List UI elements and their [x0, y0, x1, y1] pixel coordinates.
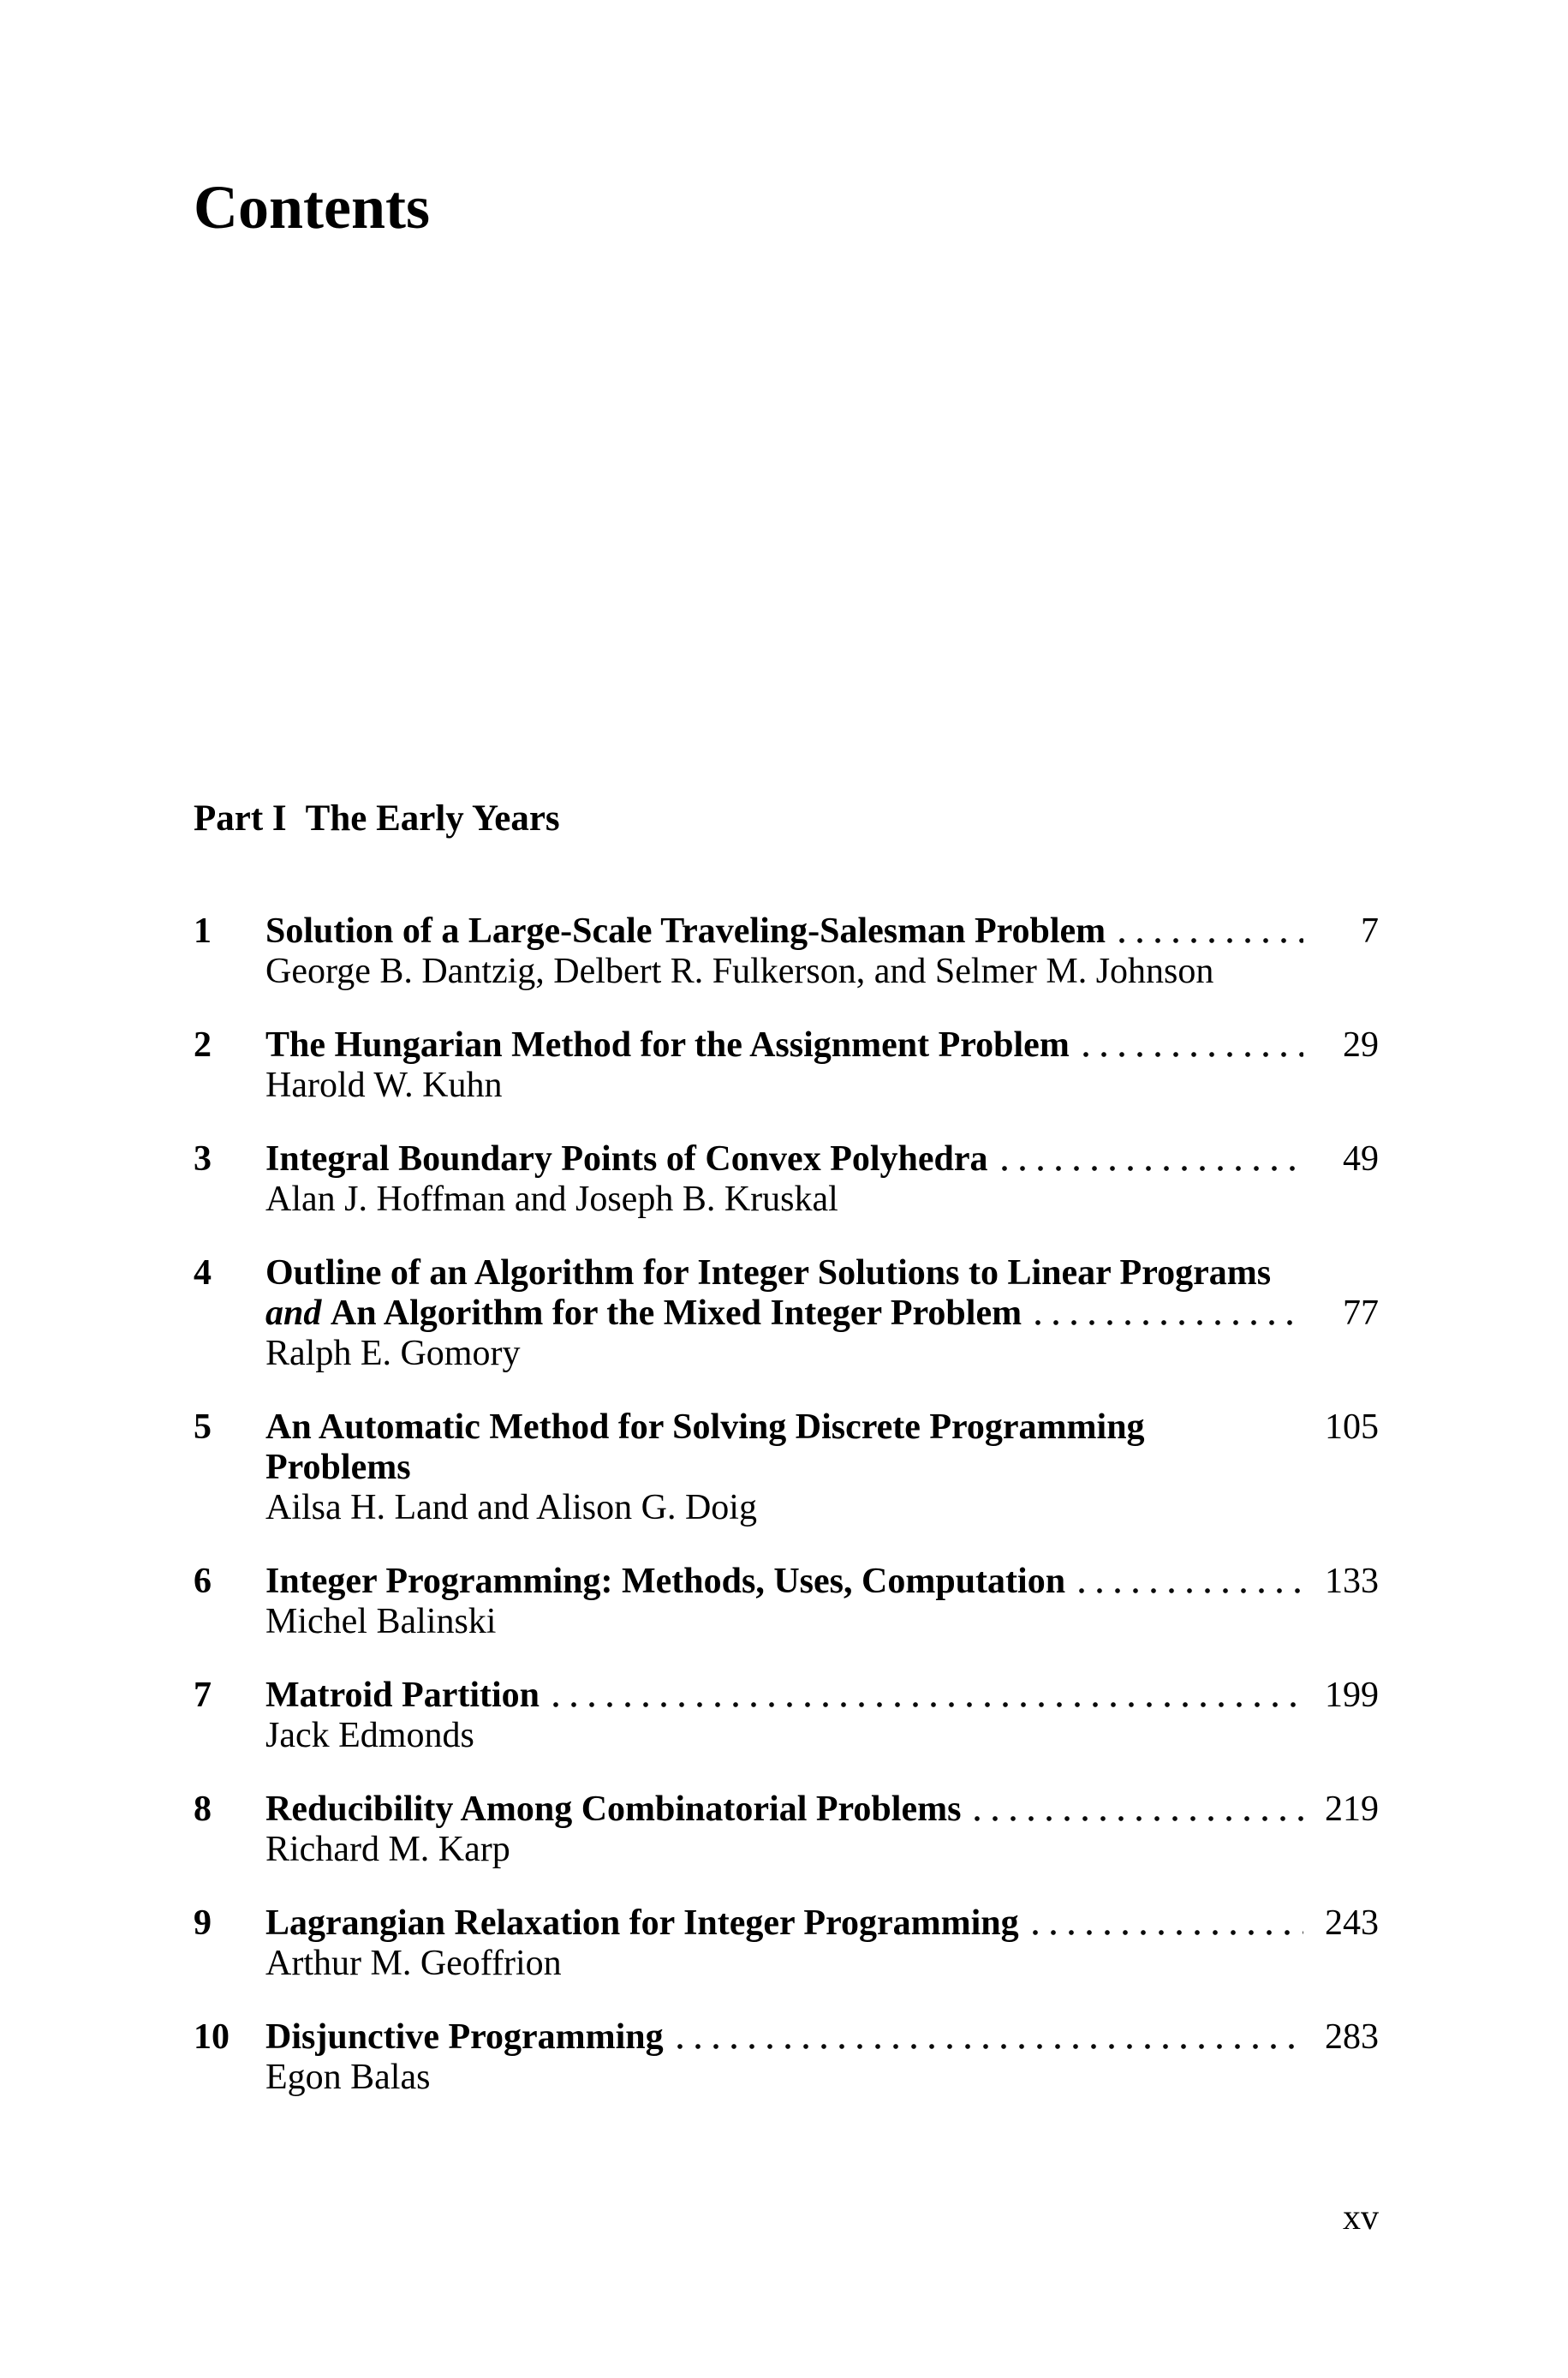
dot-leader	[997, 1139, 1303, 1180]
entry-number: 10	[194, 2017, 230, 2057]
part-title: The Early Years	[305, 798, 560, 839]
dot-leader	[969, 1789, 1303, 1830]
toc-entry	[194, 2017, 1379, 2098]
entry-title-line	[265, 911, 1379, 952]
entry-title-line	[265, 1789, 1379, 1830]
entry-title-text: Disjunctive Programming	[265, 2017, 664, 2057]
dot-leader	[1030, 1294, 1303, 1334]
entry-page-number: 283	[1325, 2017, 1379, 2057]
entry-number: 3	[194, 1139, 212, 1179]
entry-title-line	[265, 1407, 1379, 1488]
entry-body	[265, 1253, 1379, 1374]
toc-entry	[194, 1789, 1379, 1870]
entry-authors: George B. Dantzig, Delbert R. Fulkerson, and Selmer M. Johnson	[265, 952, 1214, 991]
entry-body	[265, 1676, 1379, 1756]
entry-title-text: Lagrangian Relaxation for Integer Programming	[265, 1903, 1019, 1943]
entry-number: 6	[194, 1562, 212, 1601]
entry-number: 9	[194, 1903, 212, 1943]
dot-leader	[672, 2017, 1303, 2058]
entry-title-text: An Algorithm for the Mixed Integer Problem	[321, 1294, 1022, 1333]
entry-authors: Jack Edmonds	[265, 1716, 474, 1755]
toc-entry	[194, 911, 1379, 992]
entry-number: 2	[194, 1025, 212, 1065]
entry-number: 4	[194, 1253, 212, 1293]
toc-entry	[194, 1676, 1379, 1756]
toc-entry	[194, 1025, 1379, 1106]
entry-body	[265, 1562, 1379, 1642]
entry-body	[265, 1025, 1379, 1106]
entry-page-number: 133	[1325, 1562, 1379, 1601]
entry-title-line	[265, 1025, 1379, 1066]
entry-title-italic-word: and	[265, 1294, 322, 1333]
entry-page-number: 105	[1325, 1407, 1379, 1447]
entry-body	[265, 1407, 1379, 1528]
entry-title-line	[265, 1139, 1379, 1180]
entry-page-number: 199	[1325, 1676, 1379, 1715]
entry-authors: Michel Balinski	[265, 1602, 497, 1641]
dot-leader	[1028, 1903, 1303, 1944]
entry-authors: Alan J. Hoffman and Joseph B. Kruskal	[265, 1180, 838, 1219]
entry-number: 1	[194, 911, 212, 951]
dot-leader	[1114, 911, 1303, 952]
entry-authors: Richard M. Karp	[265, 1830, 510, 1869]
entry-title-text: Matroid Partition	[265, 1676, 540, 1715]
entry-body	[265, 1903, 1379, 1984]
entry-page-number: 219	[1325, 1789, 1379, 1829]
toc-entry	[194, 1253, 1379, 1374]
entry-authors: Harold W. Kuhn	[265, 1066, 503, 1105]
toc-entry	[194, 1903, 1379, 1984]
entry-title-text: Outline of an Algorithm for Integer Solutions to Linear Programs	[265, 1253, 1272, 1293]
entry-page-number: 243	[1325, 1903, 1379, 1943]
entry-title-text: The Hungarian Method for the Assignment Problem	[265, 1025, 1070, 1065]
entry-page-number: 49	[1343, 1139, 1379, 1179]
part-label: Part I	[194, 798, 287, 839]
entry-authors: Egon Balas	[265, 2058, 431, 2097]
entry-authors: Ailsa H. Land and Alison G. Doig	[265, 1488, 757, 1527]
page-number-folio: xv	[1343, 2198, 1379, 2238]
entry-authors: Ralph E. Gomory	[265, 1334, 521, 1373]
part-heading	[194, 797, 1379, 841]
dot-leader	[1074, 1562, 1303, 1602]
dot-leader	[1078, 1025, 1303, 1066]
entry-title-text: Reducibility Among Combinatorial Problems	[265, 1789, 962, 1829]
toc-entry	[194, 1139, 1379, 1220]
entry-title-line	[265, 1903, 1379, 1944]
page-title: Contents	[194, 173, 431, 242]
entry-body	[265, 1139, 1379, 1220]
entry-title-line	[265, 2017, 1379, 2058]
entry-number: 7	[194, 1676, 212, 1715]
entry-number: 5	[194, 1407, 212, 1447]
entry-title-line	[265, 1294, 1379, 1334]
toc-entry	[194, 1562, 1379, 1642]
dot-leader	[548, 1676, 1303, 1716]
entry-title-line	[265, 1562, 1379, 1602]
entry-title-text: Solution of a Large-Scale Traveling-Salesman Problem	[265, 911, 1106, 951]
page-content	[194, 0, 1379, 2131]
toc-entry	[194, 1407, 1379, 1528]
entry-page-number: 7	[1361, 911, 1379, 951]
entry-body	[265, 2017, 1379, 2098]
entry-page-number: 29	[1343, 1025, 1379, 1065]
entry-authors: Arthur M. Geoffrion	[265, 1944, 562, 1983]
entry-body	[265, 1789, 1379, 1870]
entry-body	[265, 911, 1379, 992]
entry-title-text: An Automatic Method for Solving Discrete Programming Problems	[265, 1407, 1154, 1487]
entry-title-line	[265, 1676, 1379, 1716]
entry-title-text: Integral Boundary Points of Convex Polyhedra	[265, 1139, 988, 1179]
entry-page-number: 77	[1343, 1294, 1379, 1333]
toc-entry-list	[194, 911, 1379, 2098]
entry-title-text: Integer Programming: Methods, Uses, Computation	[265, 1562, 1066, 1601]
entry-title-line	[265, 1253, 1379, 1294]
entry-number: 8	[194, 1789, 212, 1829]
